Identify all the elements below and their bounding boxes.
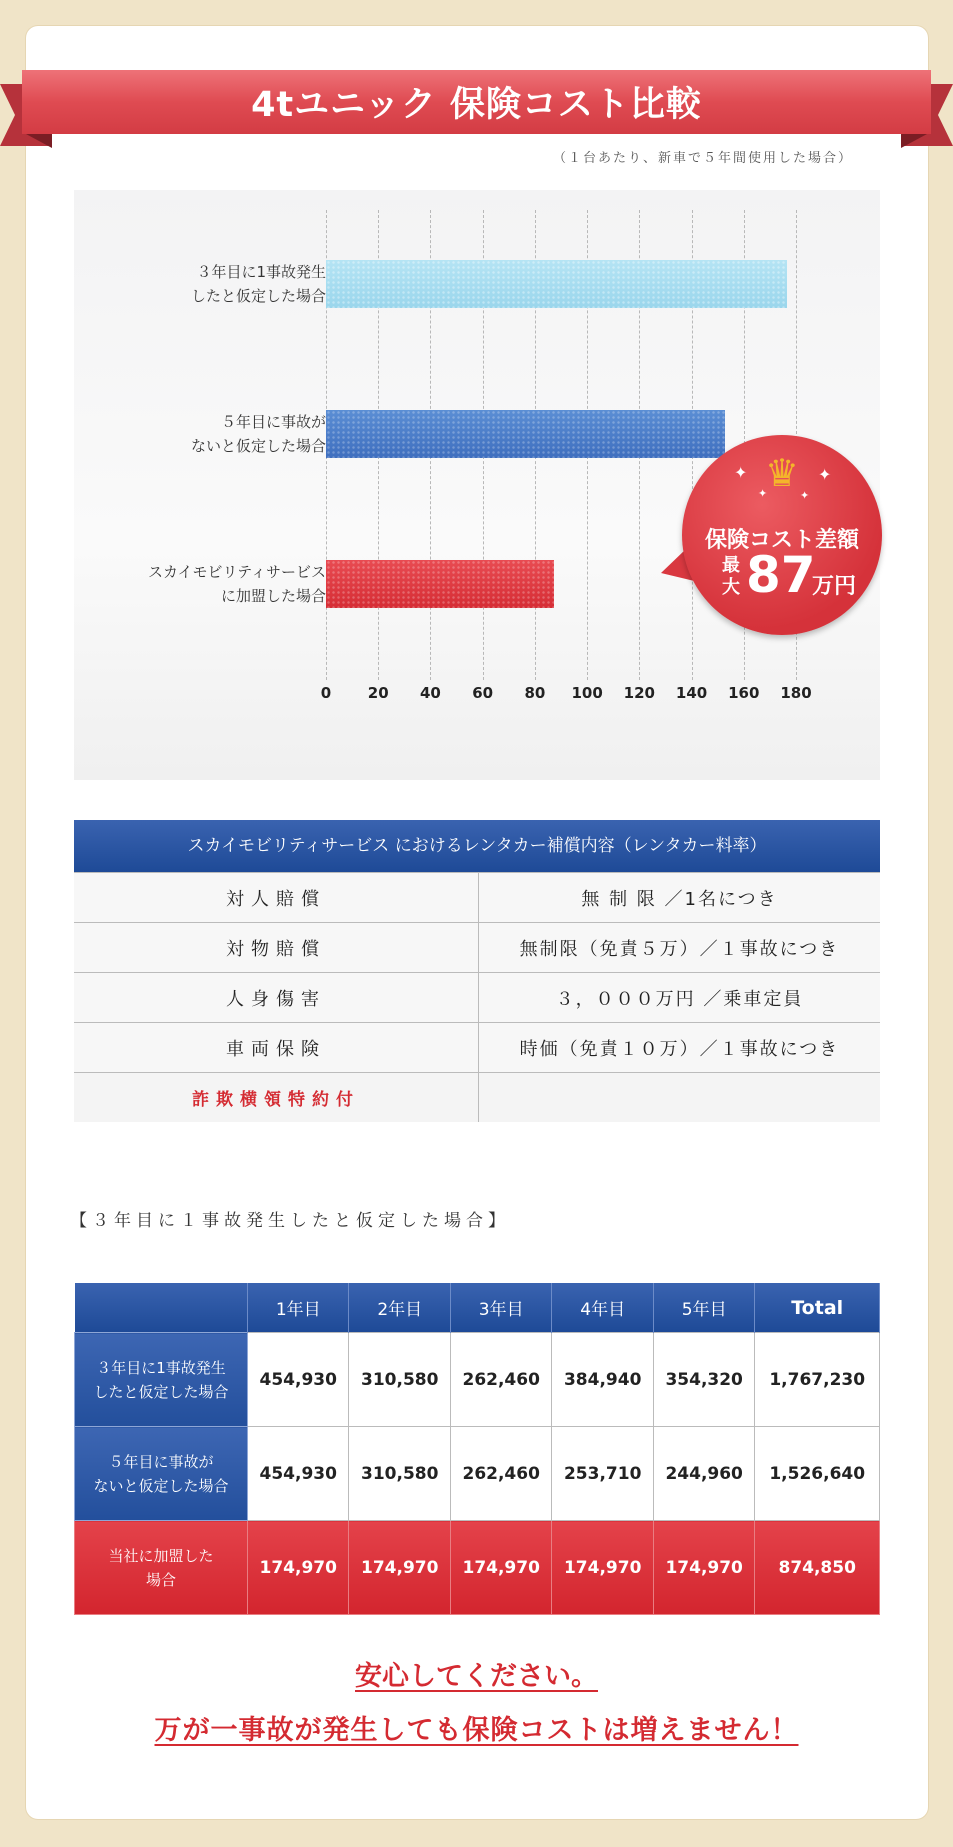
x-tick-label: 180 bbox=[780, 684, 812, 702]
header-cell: 5年目 bbox=[653, 1283, 754, 1333]
x-tick-label: 120 bbox=[623, 684, 655, 702]
table-cell: 174,970 bbox=[450, 1521, 551, 1615]
row-header-line: ５年目に事故が bbox=[108, 1452, 214, 1471]
coverage-row bbox=[74, 1073, 880, 1123]
coverage-value: 時価（免責１０万）／１事故につき bbox=[479, 1023, 881, 1073]
table-cell-total: 874,850 bbox=[755, 1521, 880, 1615]
table-cell: 174,970 bbox=[248, 1521, 349, 1615]
row-header bbox=[75, 1333, 248, 1427]
sparkle-icon: ✦ bbox=[800, 489, 810, 502]
row-header bbox=[75, 1521, 248, 1615]
table-cell: 310,580 bbox=[349, 1333, 450, 1427]
table-row bbox=[75, 1333, 880, 1427]
header-cell: 2年目 bbox=[349, 1283, 450, 1333]
x-tick-label: 80 bbox=[524, 684, 546, 702]
row-header bbox=[75, 1427, 248, 1521]
row-header-line: したと仮定した場合 bbox=[93, 1382, 229, 1401]
table-cell: 384,940 bbox=[552, 1333, 653, 1427]
coverage-label: 人身傷害 bbox=[74, 973, 479, 1023]
x-tick-label: 60 bbox=[472, 684, 494, 702]
category-label bbox=[86, 410, 326, 458]
coverage-label: 対物賠償 bbox=[74, 923, 479, 973]
x-tick-label: 140 bbox=[675, 684, 708, 702]
header-cell bbox=[75, 1283, 248, 1333]
x-tick-label: 100 bbox=[571, 684, 603, 702]
table-cell: 262,460 bbox=[450, 1427, 551, 1521]
category-label-line: ３年目に1事故発生 bbox=[196, 263, 326, 281]
coverage-value: 無 制 限 ／1名につき bbox=[479, 873, 881, 923]
badge-number: 87 bbox=[746, 546, 816, 604]
coverage-row bbox=[74, 973, 880, 1023]
coverage-table bbox=[74, 872, 880, 1122]
coverage-row bbox=[74, 873, 880, 923]
table-row bbox=[75, 1427, 880, 1521]
table-cell: 454,930 bbox=[248, 1427, 349, 1521]
coverage-label-fraud-rider: 詐欺横領特約付 bbox=[74, 1073, 479, 1123]
bar bbox=[326, 560, 554, 608]
table-cell: 454,930 bbox=[248, 1333, 349, 1427]
table-cell: 310,580 bbox=[349, 1427, 450, 1521]
cost-table-header bbox=[75, 1283, 880, 1333]
cost-difference-badge bbox=[682, 435, 882, 635]
coverage-label: 車両保険 bbox=[74, 1023, 479, 1073]
crown-icon: ♛ bbox=[764, 451, 800, 495]
table-cell: 174,970 bbox=[349, 1521, 450, 1615]
coverage-value bbox=[479, 1073, 881, 1123]
section-label: 【３年目に１事故発生したと仮定した場合】 bbox=[70, 1211, 510, 1231]
table-row-member bbox=[75, 1521, 880, 1615]
x-tick-label: 20 bbox=[367, 684, 389, 702]
page-title: 4tユニック 保険コスト比較 bbox=[251, 85, 702, 125]
coverage-row bbox=[74, 1023, 880, 1073]
bar bbox=[326, 410, 725, 458]
category-label-line: に加盟した場合 bbox=[220, 587, 326, 605]
table-cell-total: 1,526,640 bbox=[755, 1427, 880, 1521]
header-cell: 4年目 bbox=[552, 1283, 653, 1333]
category-label-line: スカイモビリティサービス bbox=[147, 563, 326, 581]
table-cell: 354,320 bbox=[653, 1333, 754, 1427]
category-label bbox=[86, 560, 326, 608]
category-label-line: ないと仮定した場合 bbox=[190, 437, 326, 455]
chart-condition-note: （１台あたり、新車で５年間使用した場合） bbox=[552, 151, 853, 166]
badge-title: 保険コスト差額 bbox=[704, 528, 859, 553]
table-cell-total: 1,767,230 bbox=[755, 1333, 880, 1427]
table-cell: 253,710 bbox=[552, 1427, 653, 1521]
reassurance-message: 安心してください。 bbox=[355, 1661, 598, 1692]
cost-bar-chart bbox=[74, 190, 880, 780]
row-header-line: 場合 bbox=[145, 1570, 176, 1589]
coverage-value: ３，０００万円 ／乗車定員 bbox=[479, 973, 881, 1023]
sparkle-icon: ✦ bbox=[758, 487, 768, 500]
category-label bbox=[86, 260, 326, 308]
header-cell-total: Total bbox=[755, 1283, 880, 1333]
coverage-row bbox=[74, 923, 880, 973]
table-cell: 174,970 bbox=[653, 1521, 754, 1615]
category-label-line: ５年目に事故が bbox=[220, 413, 326, 431]
sparkle-icon: ✦ bbox=[734, 463, 748, 482]
table-cell: 174,970 bbox=[552, 1521, 653, 1615]
badge-unit: 万円 bbox=[812, 574, 857, 599]
badge-max-label: 最大 bbox=[722, 555, 740, 598]
reassurance-subline: 万が一事故が発生しても保険コストは増えません！ bbox=[154, 1715, 799, 1746]
table-cell: 244,960 bbox=[653, 1427, 754, 1521]
header-cell: 1年目 bbox=[248, 1283, 349, 1333]
x-tick-label: 160 bbox=[728, 684, 760, 702]
category-label-line: したと仮定した場合 bbox=[190, 287, 326, 305]
sparkle-icon: ✦ bbox=[818, 465, 832, 484]
bar bbox=[326, 260, 787, 308]
coverage-value: 無制限（免責５万）／１事故につき bbox=[479, 923, 881, 973]
coverage-table-title: スカイモビリティサービス におけるレンタカー補償内容（レンタカー料率） bbox=[74, 820, 880, 872]
table-cell: 262,460 bbox=[450, 1333, 551, 1427]
row-header-line: 当社に加盟した bbox=[108, 1546, 214, 1565]
row-header-line: ないと仮定した場合 bbox=[93, 1476, 229, 1495]
coverage-label: 対人賠償 bbox=[74, 873, 479, 923]
x-tick-label: 40 bbox=[420, 684, 441, 702]
header-cell: 3年目 bbox=[450, 1283, 551, 1333]
title-banner bbox=[22, 70, 931, 134]
row-header-line: ３年目に1事故発生 bbox=[96, 1358, 226, 1377]
cost-table bbox=[74, 1283, 880, 1615]
x-tick-label: 0 bbox=[320, 684, 332, 702]
